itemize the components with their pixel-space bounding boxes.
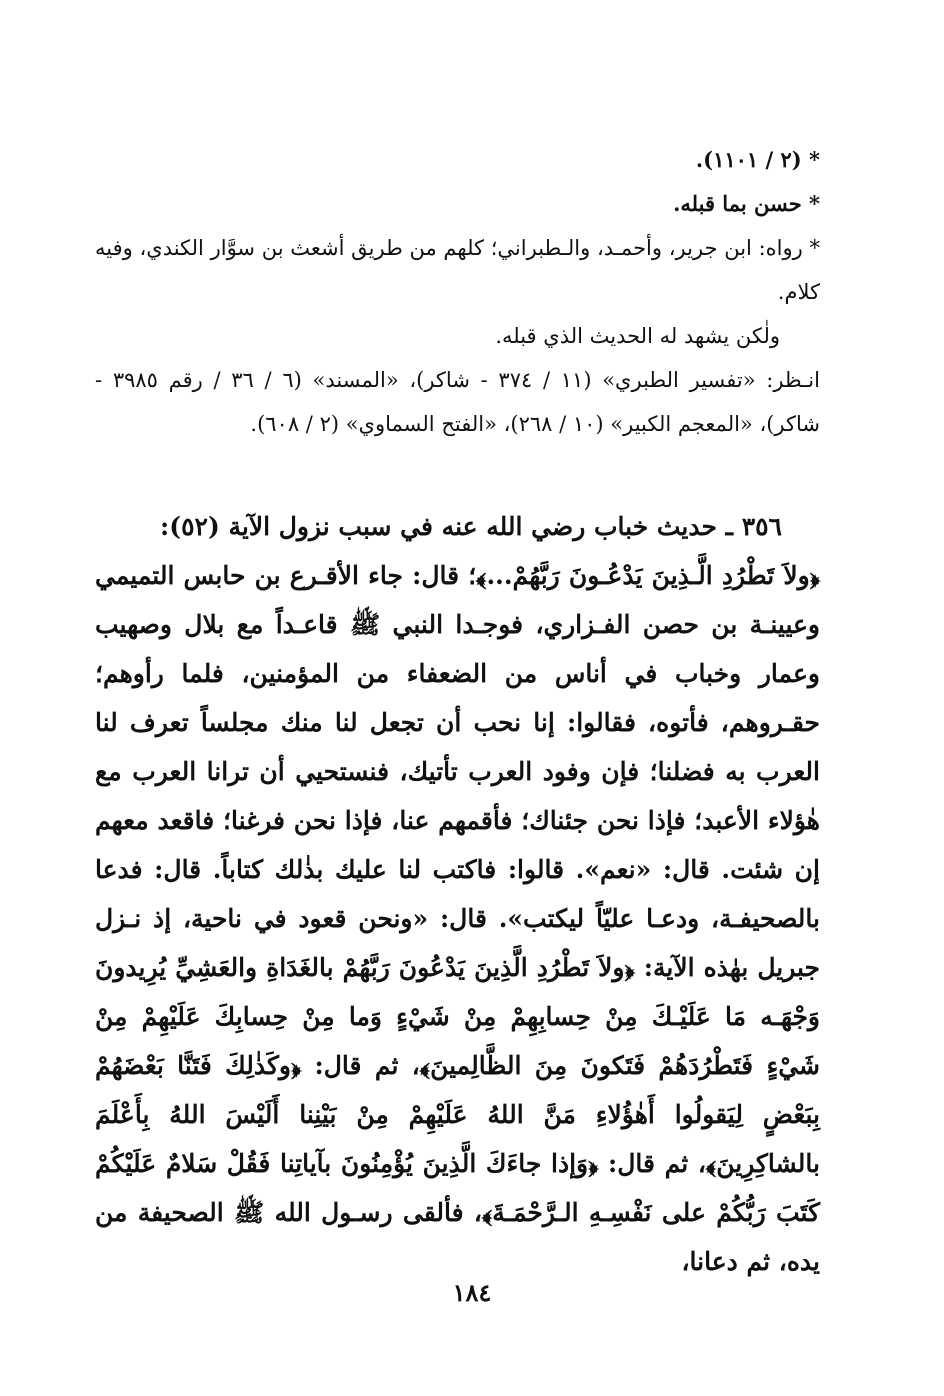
hadith-body: ﴿ولاَ تَطْرُدِ الَّـذِينَ يَدْعُـونَ رَبَّهُمْ...﴾؛ قال: جاء الأقـرع بن حابس التميمي وعيينـة بن حصن الفـزاري، فوجـدا النبي ﷺ قاعـداً مع بلال وصهيب وعمار وخباب في أناس من الضعفاء من المؤمنين، فلما رأوهم؛ حقـروهم، فأتوه، فقالوا: إنا نحب أن تجعل لنا منك مجلساً تعرف لنا العرب به فضلنا؛ فإن وفود العرب تأتيك، فنستحيي أن ترانا العرب مع هٰؤلاء الأعبد؛ فإذا نحن جئناك؛ فأقمهم عنا، فإذا نحن فرغنا؛ فاقعد معهم إن شئت. قال: «نعم». قالوا: فاكتب لنا عليك بذٰلك كتاباً. قال: فدعا بالصحيفـة، ودعـا عليّاً ليكتب». قال: «ونحن قعود في ناحية، إذ نـزل جبريل بهٰذه الآية: ﴿ولاَ تَطْرُدِ الَّذِينَ يَدْعُونَ رَبَّهُمْ بالغَدَاةِ والعَشِيِّ يُرِيدونَ وَجْهَـه مَا عَلَيْـكَ مِنْ حِسابِهِمْ مِنْ شَيْءٍ وَما مِنْ حِسابِكَ عَلَيْهِمْ مِنْ شَيْءٍ فَتَطْرُدَهُمْ فَتَكونَ مِنَ الظَّالِمينَ﴾، ثم قال: ﴿وكَذٰلِكَ فَتَنَّا بَعْضَهُمْ بِبَعْضٍ لِيَقولُوا أَهٰؤُلاءِ مَنَّ اللهُ عَلَيْهِمْ مِنْ بَيْنِنا أَلَيْسَ اللهُ بِأَعْلَمَ بالشاكِرِينَ﴾، ثم قال: ﴿وَإذا جاءَكَ الَّذِينَ يُؤْمِنُونَ بآياتِنا فَقُلْ سَلامٌ عَلَيْكُمْ كَتَبَ رَبُّكُمْ على نَفْسِـهِ الـرَّحْمَـةَ﴾، فألقى رسـول الله ﷺ الصحيفة من يده، ثم دعانا،: [95, 561, 820, 1276]
page-number: ١٨٤: [452, 1278, 492, 1307]
footnote-grading: * حسن بما قبله.: [673, 191, 820, 216]
footnote-narrators: * رواه: ابن جرير، وأحمـد، والـطبراني؛ كلهم من طريق أشعث بن سوَّار الكندي، وفيه كلام.: [95, 236, 820, 304]
footnote-sources: انـظر: «تفسير الطبري» (١١ / ٣٧٤ - شاكر)، «المسند» (٦ / ٣٦ / رقم ٣٩٨٥ - شاكر)، «المعجم الكبير» (١٠ / ٢٦٨)، «الفتح السماوي» (٢ / ٦٠٨).: [95, 368, 820, 436]
footnotes: [95, 138, 820, 446]
page-content: [95, 138, 820, 1286]
footnote-witness: ولٰكن يشهد له الحديث الذي قبله.: [495, 324, 780, 348]
hadith-heading: ٣٥٦ ـ حديث خباب رضي الله عنه في سبب نزول الآية (٥٢):: [160, 512, 782, 541]
footnote-reference: * (٢ / ١١٠١).: [695, 147, 820, 172]
hadith-section: [95, 502, 820, 1286]
